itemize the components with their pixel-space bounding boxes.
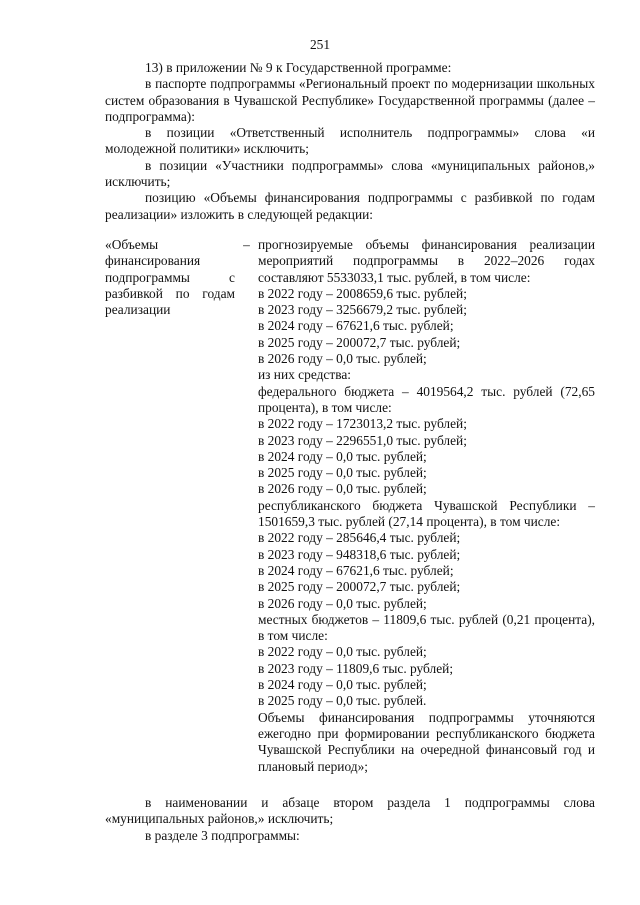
passport-line: прогнозируемые объемы финансирования реализации мероприятий подпрограммы в 2022–2026 годах составляют 5533033,1 тыс. рублей, в том числе: bbox=[258, 237, 595, 285]
passport-line: в 2022 году – 2008659,6 тыс. рублей; bbox=[258, 285, 467, 301]
passport-line: в 2025 году – 200072,7 тыс. рублей; bbox=[258, 334, 461, 350]
passport-line: в 2024 году – 67621,6 тыс. рублей; bbox=[258, 318, 454, 334]
intro-paragraph: 13) в приложении № 9 к Государственной программе: bbox=[145, 60, 452, 75]
passport-line: в 2022 году – 1723013,2 тыс. рублей; bbox=[258, 416, 467, 432]
passport-line: в 2026 году – 0,0 тыс. рублей; bbox=[258, 351, 427, 367]
passport-right-text bbox=[258, 237, 595, 775]
intro-paragraph: в позиции «Ответственный исполнитель подпрограммы» слова «и молодежной политики» исключить; bbox=[105, 125, 595, 157]
passport-line: в 2023 году – 3256679,2 тыс. рублей; bbox=[258, 302, 467, 318]
passport-left-label: «Объемы финансирования подпрограммы с разбивкой по годам реализации bbox=[105, 237, 235, 318]
passport-line: в 2026 году – 0,0 тыс. рублей; bbox=[258, 595, 427, 611]
intro-paragraph: в позиции «Участники подпрограммы» слова «муниципальных районов,» исключить; bbox=[105, 157, 595, 190]
tail-paragraph: в разделе 3 подпрограммы: bbox=[145, 827, 300, 843]
passport-row bbox=[105, 237, 595, 775]
passport-dash: – bbox=[243, 237, 250, 252]
financing-passport-table bbox=[105, 237, 595, 775]
intro-section bbox=[105, 60, 595, 223]
passport-line: в 2025 году – 200072,7 тыс. рублей; bbox=[258, 579, 461, 595]
passport-line: Объемы финансирования подпрограммы уточняются ежегодно при формировании республиканского бюджета Чувашской Республики на очередной финансовый год и плановый период»; bbox=[258, 709, 595, 774]
passport-line: в 2026 году – 0,0 тыс. рублей; bbox=[258, 481, 427, 497]
page-number: 251 bbox=[309, 37, 331, 52]
passport-line: в 2025 году – 0,0 тыс. рублей; bbox=[258, 465, 427, 481]
passport-line: в 2023 году – 2296551,0 тыс. рублей; bbox=[258, 432, 467, 448]
tail-section bbox=[105, 795, 595, 844]
intro-paragraph: позицию «Объемы финансирования подпрограммы с разбивкой по годам реализации» изложить в следующей редакции: bbox=[105, 190, 595, 222]
passport-line: местных бюджетов – 11809,6 тыс. рублей (0,21 процента), в том числе: bbox=[258, 611, 595, 644]
passport-line: в 2022 году – 0,0 тыс. рублей; bbox=[258, 644, 427, 660]
passport-line: в 2023 году – 948318,6 тыс. рублей; bbox=[258, 546, 461, 562]
passport-line: из них средства: bbox=[258, 367, 352, 383]
passport-line: в 2024 году – 0,0 тыс. рублей; bbox=[258, 677, 427, 693]
tail-paragraph: в наименовании и абзаце втором раздела 1 подпрограммы слова «муниципальных районов,» исключить; bbox=[105, 795, 595, 827]
passport-line: в 2023 году – 11809,6 тыс. рублей; bbox=[258, 660, 454, 676]
passport-line: в 2024 году – 67621,6 тыс. рублей; bbox=[258, 562, 454, 578]
passport-line: в 2022 году – 285646,4 тыс. рублей; bbox=[258, 530, 461, 546]
passport-line: в 2025 году – 0,0 тыс. рублей. bbox=[258, 693, 427, 709]
passport-line: республиканского бюджета Чувашской Республики – 1501659,3 тыс. рублей (27,14 процента), в том числе: bbox=[258, 497, 595, 530]
passport-line: федерального бюджета – 4019564,2 тыс. рублей (72,65 процента), в том числе: bbox=[258, 383, 595, 415]
passport-line: в 2024 году – 0,0 тыс. рублей; bbox=[258, 448, 427, 464]
intro-paragraph: в паспорте подпрограммы «Региональный проект по модернизации школьных систем образования в Чувашской Республике» Государственной программы (далее – подпрограмма): bbox=[105, 76, 595, 124]
